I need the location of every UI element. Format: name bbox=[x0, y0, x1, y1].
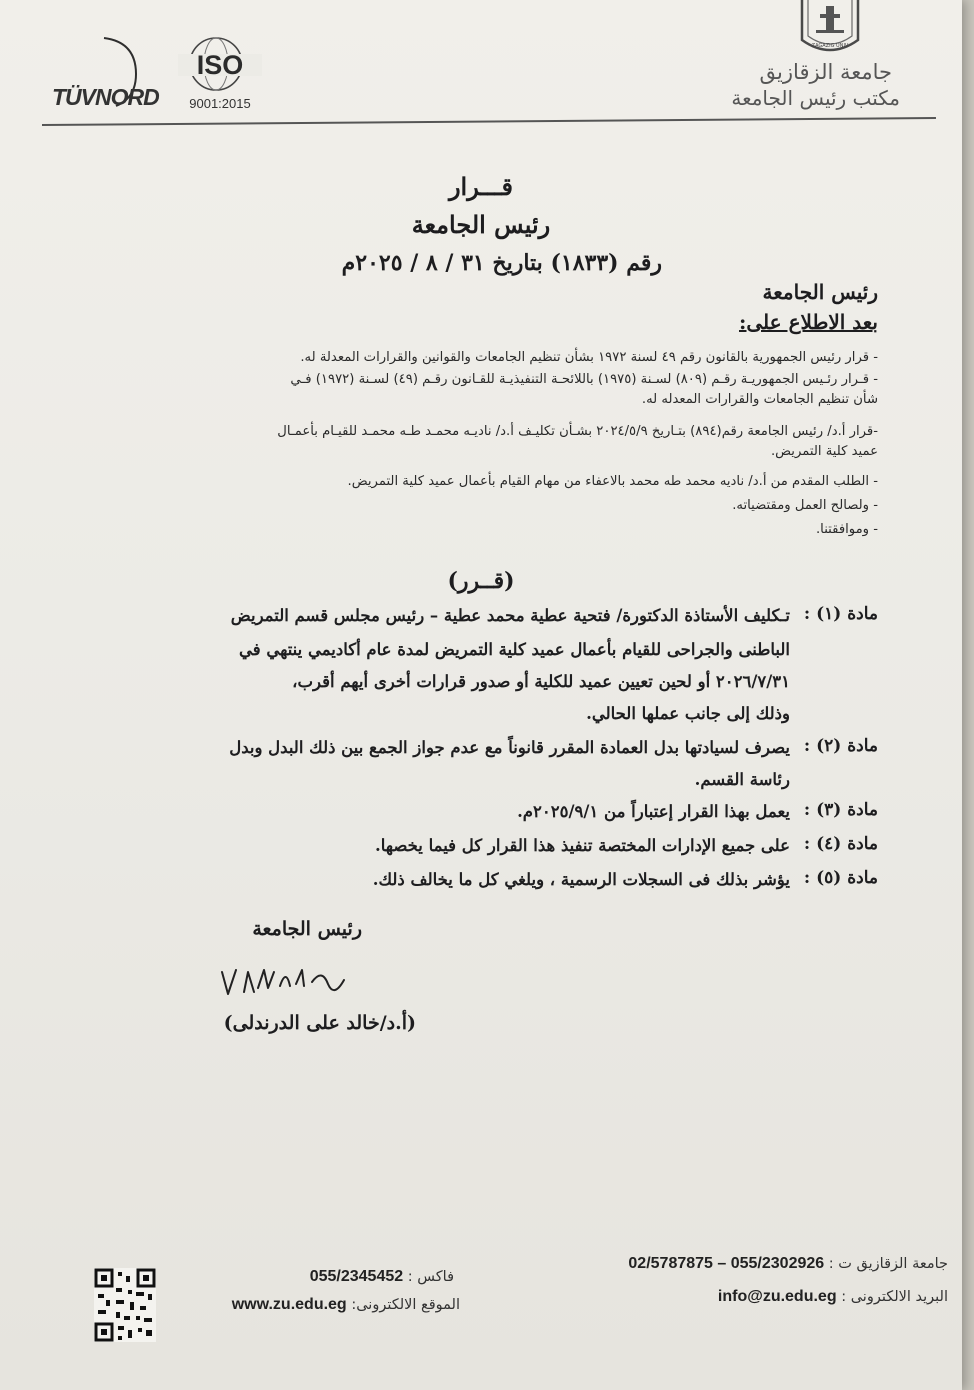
article-1-text: تـكليف الأستاذة الدكتورة/ فتحية عطية محمد عطية – رئيس مجلس قسم التمريض bbox=[230, 606, 790, 625]
decision-heading: (قــرر) bbox=[447, 568, 515, 594]
article-4-text: على جميع الإدارات المختصة تنفيذ هذا القرار كل فيما يخصها. bbox=[374, 836, 790, 855]
article-5-label: مادة (٥) : bbox=[803, 868, 878, 888]
signatory-name: (أ.د/خالد على الدرندلى) bbox=[223, 1012, 416, 1034]
preamble-line: - الطلب المقدم من أ.د/ ناديه محمد طه محمد بالاعفاء من مهام القيام بأعمال عميد كلية التمريض. bbox=[347, 474, 878, 489]
preamble-after-review: بعد الاطلاع على: bbox=[739, 310, 878, 334]
decision-number-date: رقم (١٨٣٣) بتاريخ ٣١ / ٨ / ٢٠٢٥م bbox=[341, 250, 662, 276]
footer-phones: 055/2302926 – 02/5787875 bbox=[628, 1255, 825, 1272]
footer-phone-line bbox=[628, 1255, 948, 1273]
footer-website-line bbox=[232, 1296, 460, 1314]
header-divider bbox=[42, 117, 936, 126]
preamble-president: رئيس الجامعة bbox=[762, 280, 878, 304]
qr-code-icon bbox=[94, 1268, 156, 1342]
footer-website-label: الموقع الالكترونى: bbox=[351, 1297, 460, 1313]
svg-text:9001:2015: 9001:2015 bbox=[189, 96, 251, 111]
preamble-line: - وموافقتنا. bbox=[815, 522, 878, 537]
footer-email-line bbox=[718, 1288, 948, 1306]
article-5-text: يؤشر بذلك فى السجلات الرسمية ، ويلغي كل ما يخالف ذلك. bbox=[372, 870, 790, 889]
footer-fax-label: فاكس : bbox=[407, 1269, 454, 1285]
iso-certification-logo bbox=[178, 36, 262, 116]
article-2-label: مادة (٢) : bbox=[803, 736, 878, 756]
preamble-line: -قرار أ.د/ رئيس الجامعة رقم(٨٩٤) بتـاريخ ٢٠٢٤/٥/٩ بشـأن تكليـف أ.د/ ناديـه محمـد طـه محمـد للقيـام بأعمـال bbox=[277, 424, 878, 439]
preamble-line: - قرار رئيس الجمهورية بالقانون رقم ٤٩ لسنة ١٩٧٢ بشأن تنظيم الجامعات والقوانين والقرارات المعدلة له. bbox=[300, 350, 878, 365]
preamble-line: عميد كلية التمريض. bbox=[770, 444, 878, 459]
footer-fax: 055/2345452 bbox=[309, 1268, 404, 1285]
footer-email: info@zu.edu.eg bbox=[717, 1288, 837, 1305]
signature-title: رئيس الجامعة bbox=[252, 918, 362, 940]
office-name: مكتب رئيس الجامعة bbox=[731, 86, 900, 110]
svg-text:ZAGAZIG UNIV: ZAGAZIG UNIV bbox=[811, 43, 849, 49]
article-4-label: مادة (٤) : bbox=[803, 834, 878, 854]
tuv-nord-logo: TÜVNORD bbox=[52, 84, 159, 110]
footer-website: www.zu.edu.eg bbox=[231, 1296, 347, 1313]
article-2-text: رئاسة القسم. bbox=[694, 770, 790, 789]
preamble-line: - ولصالح العمل ومقتضياته. bbox=[732, 498, 878, 513]
decision-issuer: رئيس الجامعة bbox=[411, 210, 551, 239]
university-name: جامعة الزقازيق bbox=[759, 60, 892, 84]
footer-address-label: جامعة الزقازيق ت : bbox=[828, 1256, 948, 1272]
svg-text:ISO: ISO bbox=[196, 50, 244, 80]
article-1-label: مادة (١) : bbox=[803, 604, 878, 624]
article-1-text: وذلك إلى جانب عملها الحالي. bbox=[586, 704, 790, 723]
handwritten-signature bbox=[218, 958, 358, 1008]
article-1-text: ٢٠٢٦/٧/٣١ أو لحين تعيين عميد للكلية أو صدور قرارات أخرى أيهم أقرب، bbox=[292, 672, 790, 691]
preamble-line: شأن تنظيم الجامعات والقرارات المعدله له. bbox=[641, 392, 878, 407]
footer-email-label: البريد الالكترونى : bbox=[841, 1289, 948, 1305]
preamble-line: - قـرار رئـيس الجمهوريـة رقـم (٨٠٩) لسـنة (١٩٧٥) باللائحـة التنفيذيـة للقـانون رقـم (٤٩) لسـنة (١٩٧٢) فـي bbox=[290, 372, 878, 387]
footer-fax-line bbox=[310, 1268, 454, 1286]
article-3-label: مادة (٣) : bbox=[803, 800, 878, 820]
article-2-text: يصرف لسيادتها بدل العمادة المقرر قانوناً مع عدم جواز الجمع بين ذلك البدل وبدل bbox=[229, 738, 790, 757]
university-logo bbox=[796, 0, 864, 58]
article-3-text: يعمل بهذا القرار إعتباراً من ٢٠٢٥/٩/١م. bbox=[517, 802, 790, 821]
decision-title: قـــرار bbox=[448, 172, 514, 201]
article-1-text: الباطنى والجراحى للقيام بأعمال عميد كلية التمريض لمدة عام أكاديمي ينتهي في bbox=[238, 640, 790, 659]
